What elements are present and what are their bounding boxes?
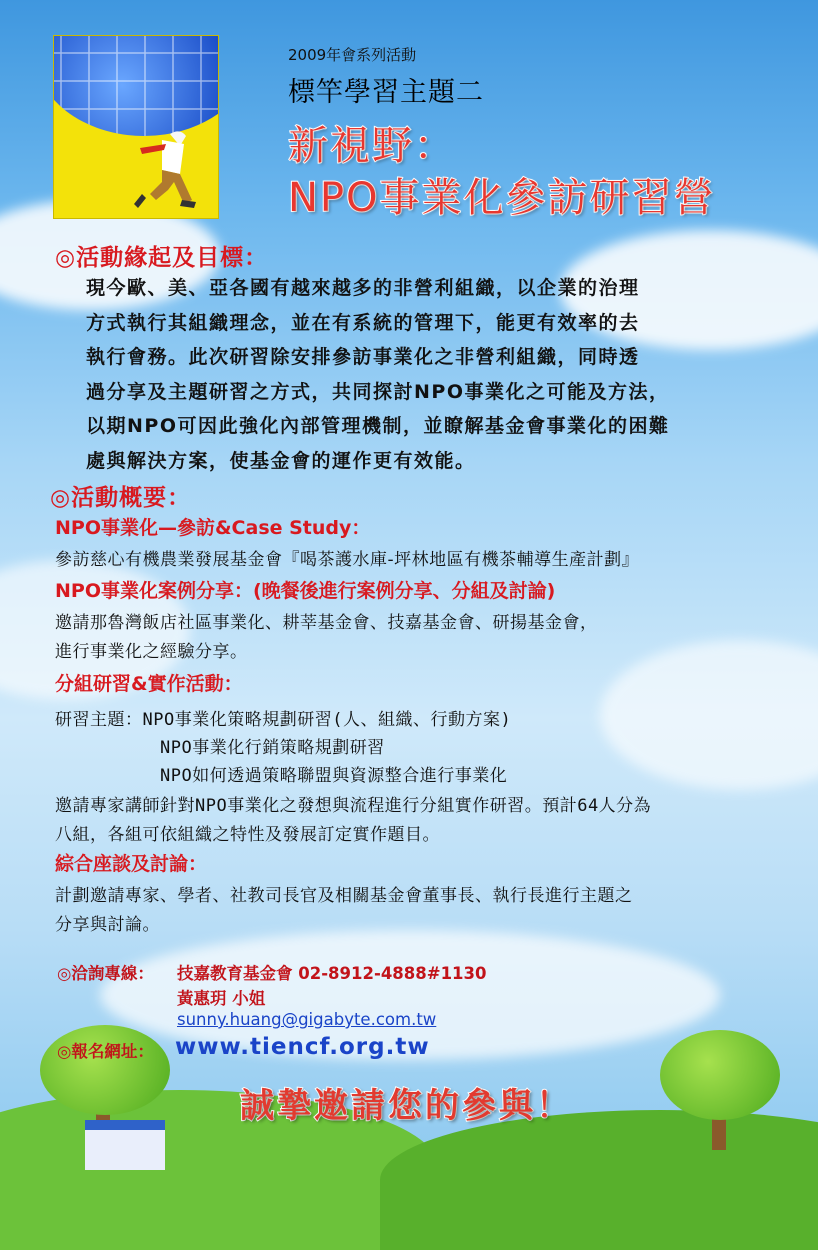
contact-org-phone: 技嘉教育基金會 02-8912-4888#1130 — [177, 964, 487, 983]
case-sharing-line: 進行事業化之經驗分享。 — [55, 642, 248, 662]
background-paragraph — [86, 271, 756, 479]
invitation-banner: 誠摯邀請您的參與！ — [240, 1086, 573, 1126]
house-icon — [85, 1120, 165, 1170]
visit-description: 參訪慈心有機農業發展基金會『喝茶護水庫-坪林地區有機茶輔導生產計劃』 — [55, 550, 640, 570]
page-title-line2: NPO事業化參訪研習營 — [288, 175, 716, 221]
section-heading-background: ◎活動緣起及目標： — [55, 245, 269, 271]
topic-item: NPO如何透過策略聯盟與資源整合進行事業化 — [160, 766, 508, 786]
topic-item: NPO事業化行銷策略規劃研習 — [160, 738, 385, 758]
page-title-line1: 新視野： — [288, 123, 456, 169]
logo-image — [54, 36, 218, 218]
workshop-topic-label — [55, 705, 511, 730]
paragraph-line: 以期NPO可因此強化內部管理機制，並瞭解基金會事業化的困難 — [86, 415, 670, 438]
forum-line: 分享與討論。 — [55, 915, 160, 935]
case-sharing-line: 邀請那魯灣飯店社區事業化、耕莘基金會、技嘉基金會、研揚基金會， — [55, 613, 598, 633]
tree-icon — [660, 1030, 780, 1120]
series-label: 2009年會系列活動 — [288, 46, 417, 64]
subsection-title-case-sharing: NPO事業化案例分享：(晚餐後進行案例分享、分組及討論) — [55, 580, 556, 602]
paragraph-line: 過分享及主題研習之方式，共同探討NPO事業化之可能及方法， — [86, 380, 670, 403]
registration-label: ◎報名網址： — [57, 1042, 154, 1061]
subsection-title-visit: NPO事業化—參訪&Case Study： — [55, 517, 371, 539]
topic-label: 研習主題： — [55, 710, 143, 730]
workshop-line: 八組，各組可依組織之特性及發展訂定實作題目。 — [55, 825, 440, 845]
running-man-icon — [132, 114, 212, 214]
subsection-title-workshop: 分組研習&實作活動： — [55, 673, 243, 695]
paragraph-line: 現今歐、美、亞各國有越來越多的非營利組織，以企業的治理 — [86, 277, 640, 299]
contact-person: 黃惠玥 小姐 — [177, 989, 266, 1008]
paragraph-line: 方式執行其組織理念，並在有系統的管理下，能更有效率的去 — [86, 311, 640, 334]
topic-item: NPO事業化策略規劃研習(人、組織、行動方案) — [142, 710, 512, 730]
paragraph-line: 處與解決方案，使基金會的運作更有效能。 — [86, 449, 476, 472]
workshop-line: 邀請專家講師針對NPO事業化之發想與流程進行分組實作研習。預計64人分為 — [55, 796, 652, 816]
registration-url-link[interactable]: www.tiencf.org.tw — [175, 1034, 430, 1060]
contact-email-link[interactable]: sunny.huang@gigabyte.com.tw — [177, 1010, 437, 1029]
paragraph-line: 執行會務。此次研習除安排參訪事業化之非營利組織，同時透 — [86, 346, 640, 369]
forum-line: 計劃邀請專家、學者、社教司長官及相關基金會董事長、執行長進行主題之 — [55, 886, 633, 906]
subsection-title-forum: 綜合座談及討論： — [55, 853, 208, 875]
subtitle: 標竿學習主題二 — [288, 77, 484, 108]
section-heading-overview: ◎活動概要： — [50, 485, 192, 511]
contact-label: ◎洽詢專線： — [57, 964, 154, 983]
